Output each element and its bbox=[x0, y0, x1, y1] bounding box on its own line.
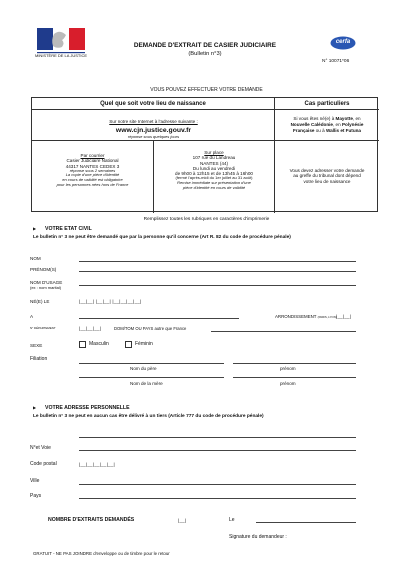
gratuit-note: GRATUIT - NE PAS JOINDRE d'enveloppe ou de timbre pour le retour bbox=[33, 551, 170, 556]
pere-prenom-label: prénom bbox=[280, 366, 296, 371]
adresse-note: Le bulletin n° 3 ne peut en aucun cas être délivré à un tiers (Article 777 du code de procédure pénale) bbox=[33, 414, 264, 419]
prenoms-label: PRÉNOM(S) bbox=[30, 267, 57, 272]
pere-prenom-field[interactable] bbox=[233, 358, 356, 364]
options-table bbox=[31, 97, 378, 212]
onsite-line: Du lundi au vendredi bbox=[192, 165, 236, 171]
mail-cell bbox=[32, 141, 154, 213]
arrondissement-label: ARRONDISSEMENT (PARIS, LYON) bbox=[275, 314, 337, 319]
nom-usage-field[interactable] bbox=[79, 280, 356, 286]
cerfa-logo-text: cerfa bbox=[335, 39, 351, 45]
internet-cell bbox=[32, 110, 275, 141]
onsite-note: pièce d'identité en cours de validité bbox=[182, 184, 246, 190]
lieu-field[interactable] bbox=[79, 313, 239, 319]
dom-tom-field[interactable] bbox=[211, 326, 356, 332]
etat-civil-note: Le bulletin n° 3 ne peut être demandé que par la personne qu'il concerne (Art R. 82 du code de procédure pénale) bbox=[33, 235, 291, 240]
birth-date-field[interactable]: |__|__| |__|__| |__|__|__|__| bbox=[79, 299, 142, 304]
cerfa-logo bbox=[330, 36, 356, 50]
departement-label: N° DÉPARTEMENT bbox=[30, 326, 56, 330]
ministry-caption: MINISTÈRE DE LA JUSTICE bbox=[34, 53, 87, 58]
voie-field-2[interactable] bbox=[79, 445, 356, 451]
mail-line: Casier Judiciaire National bbox=[66, 158, 119, 164]
intro-text: VOUS POUVEZ EFFECTUER VOTRE DEMANDE bbox=[150, 87, 263, 93]
masculin-label: Masculin bbox=[89, 341, 109, 347]
pere-nom-field[interactable] bbox=[79, 358, 224, 364]
date-label: Le bbox=[229, 517, 235, 523]
nom-usage-label: NOM D'USAGE bbox=[30, 280, 63, 285]
mere-nom-field[interactable] bbox=[79, 372, 224, 378]
ministry-logo bbox=[33, 24, 89, 72]
internet-url[interactable]: www.cjn.justice.gouv.fr bbox=[115, 127, 192, 134]
form-subtitle: (Bulletin n°3) bbox=[188, 51, 222, 57]
ville-field[interactable] bbox=[79, 479, 356, 485]
onsite-line: (fermé l'après-midi du 1er juillet au 31 août) bbox=[175, 175, 253, 181]
special-cell-2: Vous devez adresser votre demande au greffe du tribunal dont dépend votre lieu de naissance bbox=[289, 168, 365, 184]
adresse-title: VOTRE ADRESSE PERSONNELLE bbox=[45, 405, 130, 411]
filiation-label: Filiation bbox=[30, 356, 48, 362]
etat-civil-title: VOTRE ETAT CIVIL bbox=[45, 226, 92, 232]
form-number: N° 10071*06 bbox=[322, 59, 350, 64]
pere-nom-label: Nom du père bbox=[130, 366, 157, 371]
nom-usage-note: (ex : nom marital) bbox=[30, 285, 62, 290]
triangle-icon: ▶ bbox=[33, 226, 37, 231]
onsite-note: Remise immédiate sur présentation d'une bbox=[177, 180, 251, 185]
fill-note: Remplissez toutes les rubriques en caractères d'imprimerie bbox=[143, 217, 270, 222]
internet-note: réponse sous quelques jours bbox=[127, 134, 180, 139]
voie-label: N°et Voie bbox=[30, 445, 51, 451]
nom-field[interactable] bbox=[79, 256, 356, 262]
arrondissement-field[interactable]: |__|__| bbox=[336, 314, 352, 319]
nombre-extraits-field[interactable]: |__| bbox=[178, 518, 187, 523]
mail-note: La copie d'une pièce d'identité bbox=[65, 172, 120, 178]
nombre-extraits-label: NOMBRE D'EXTRAITS DEMANDÉS bbox=[48, 517, 135, 523]
dom-tom-label: DOM/TOM OU PAYS autre que France bbox=[114, 326, 187, 331]
feminin-label: Féminin bbox=[135, 341, 153, 347]
mere-prenom-field[interactable] bbox=[233, 372, 356, 378]
onsite-line: 107 rue du Landreau bbox=[192, 155, 236, 161]
masculin-checkbox[interactable] bbox=[79, 341, 86, 348]
code-postal-label: Code postal bbox=[30, 461, 57, 467]
pays-label: Pays bbox=[30, 493, 42, 499]
mail-note: pour les personnes nées hors de France bbox=[56, 181, 129, 187]
feminin-checkbox[interactable] bbox=[125, 341, 132, 348]
form-title: DEMANDE D'EXTRAIT DE CASIER JUDICIAIRE bbox=[133, 42, 277, 49]
special-cell-1: Si vous êtes né(e) à Mayotte, en Nouvelle Calédonie, en Polynésie Française ou à Wallis et Futuna bbox=[275, 110, 379, 141]
onsite-cell bbox=[154, 141, 275, 213]
mail-line: 44317 NANTES CEDEX 3 bbox=[65, 163, 120, 169]
nom-label: NOM bbox=[30, 256, 41, 261]
internet-intro: Sur notre site Internet à l'adresse suivante : bbox=[109, 119, 198, 124]
onsite-line: de 9h00 à 12h15 et de 13h45 à 16h00 bbox=[175, 171, 253, 177]
onsite-title: Sur place bbox=[204, 150, 224, 155]
mail-line: réponse sous 2 semaines bbox=[69, 167, 116, 173]
table-head-left: Quel que soit votre lieu de naissance bbox=[32, 98, 275, 110]
triangle-icon: ▶ bbox=[33, 405, 37, 410]
table-head-right: Cas particuliers bbox=[275, 98, 379, 110]
sexe-label: SEXE bbox=[30, 343, 43, 348]
mere-nom-label: Nom de la mère bbox=[130, 381, 163, 386]
marianne-logo-icon bbox=[33, 24, 89, 72]
ville-label: Ville bbox=[30, 478, 40, 484]
pays-field[interactable] bbox=[79, 493, 356, 499]
onsite-line: NANTES (44) bbox=[199, 160, 229, 166]
signature-label: Signature du demandeur : bbox=[229, 534, 287, 540]
ne-le-label: NÉ(E) LE bbox=[30, 299, 50, 304]
lieu-label: A bbox=[30, 314, 34, 319]
code-postal-field[interactable]: |__|__|__|__|__| bbox=[79, 462, 115, 467]
mail-title: Par courrier bbox=[80, 153, 105, 158]
mail-note: en cours de validité est obligatoire bbox=[62, 177, 123, 183]
voie-field-1[interactable] bbox=[79, 432, 356, 438]
departement-field[interactable]: |__|__|__| bbox=[79, 326, 102, 331]
mere-prenom-label: prénom bbox=[280, 381, 296, 386]
date-field[interactable] bbox=[256, 517, 356, 523]
prenoms-field[interactable] bbox=[79, 266, 356, 272]
